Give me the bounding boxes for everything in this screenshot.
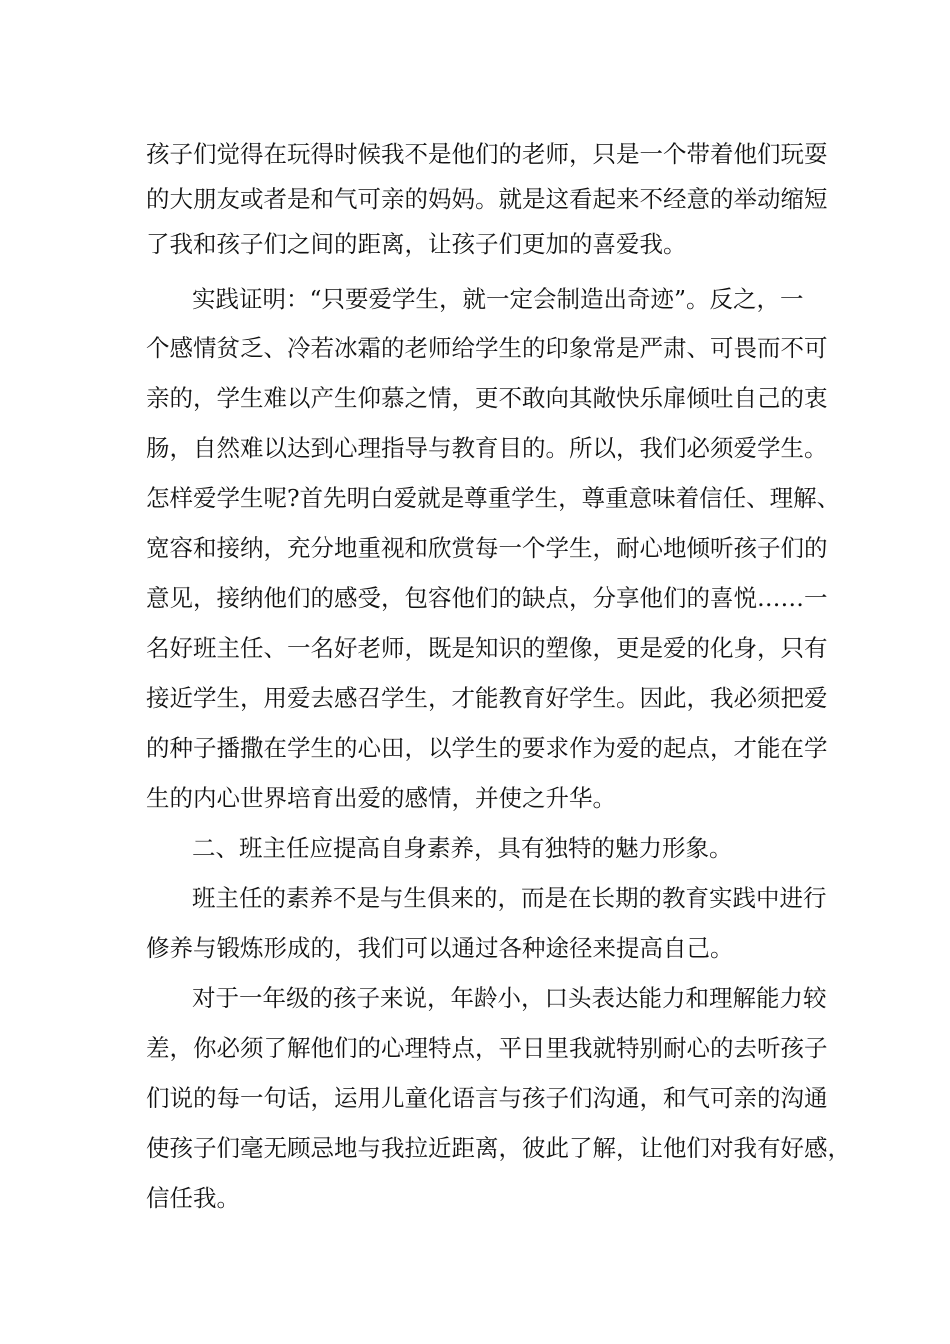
paragraph-start-line: 对于一年级的孩子来说，年龄小，口头表达能力和理解能力较 [192, 984, 827, 1012]
text-line: 修养与锻炼形成的，我们可以通过各种途径来提高自己。 [146, 934, 734, 962]
text-line: 宽容和接纳，充分地重视和欣赏每一个学生，耐心地倾听孩子们的 [146, 534, 828, 562]
text-line: 孩子们觉得在玩得时候我不是他们的老师，只是一个带着他们玩耍 [146, 140, 828, 168]
text-line: 们说的每一句话，运用儿童化语言与孩子们沟通，和气可亲的沟通 [146, 1084, 828, 1112]
text-line: 接近学生，用爱去感召学生，才能教育好学生。因此，我必须把爱 [146, 684, 828, 712]
text-line: 差，你必须了解他们的心理特点，平日里我就特别耐心的去听孩子 [146, 1034, 828, 1062]
paragraph-start-line: 实践证明：“只要爱学生，就一定会制造出奇迹”。反之，一 [192, 285, 804, 313]
text-line: 亲的，学生难以产生仰慕之情，更不敢向其敞快乐扉倾吐自己的衷 [146, 384, 828, 412]
text-line: 意见，接纳他们的感受，包容他们的缺点，分享他们的喜悦……一 [146, 584, 828, 612]
text-line: 怎样爱学生呢?首先明白爱就是尊重学生，尊重意味着信任、理解、 [146, 484, 841, 512]
text-line: 生的内心世界培育出爱的感情，并使之升华。 [146, 784, 616, 812]
text-line: 的种子播撒在学生的心田，以学生的要求作为爱的起点，才能在学 [146, 734, 828, 762]
text-line: 名好班主任、一名好老师，既是知识的塑像，更是爱的化身，只有 [146, 634, 828, 662]
text-line: 个感情贫乏、冷若冰霜的老师给学生的印象常是严肃、可畏而不可 [146, 334, 828, 362]
text-line: 肠，自然难以达到心理指导与教育目的。所以，我们必须爱学生。 [146, 434, 828, 462]
text-line: 使孩子们毫无顾忌地与我拉近距离，彼此了解，让他们对我有好感， [146, 1134, 851, 1162]
text-line: 的大朋友或者是和气可亲的妈妈。就是这看起来不经意的举动缩短 [146, 185, 828, 213]
text-line: 信任我。 [146, 1184, 240, 1212]
section-heading: 二、班主任应提高自身素养，具有独特的魅力形象。 [192, 834, 733, 862]
text-line: 了我和孩子们之间的距离，让孩子们更加的喜爱我。 [146, 230, 687, 258]
paragraph-start-line: 班主任的素养不是与生俱来的，而是在长期的教育实践中进行 [192, 884, 827, 912]
